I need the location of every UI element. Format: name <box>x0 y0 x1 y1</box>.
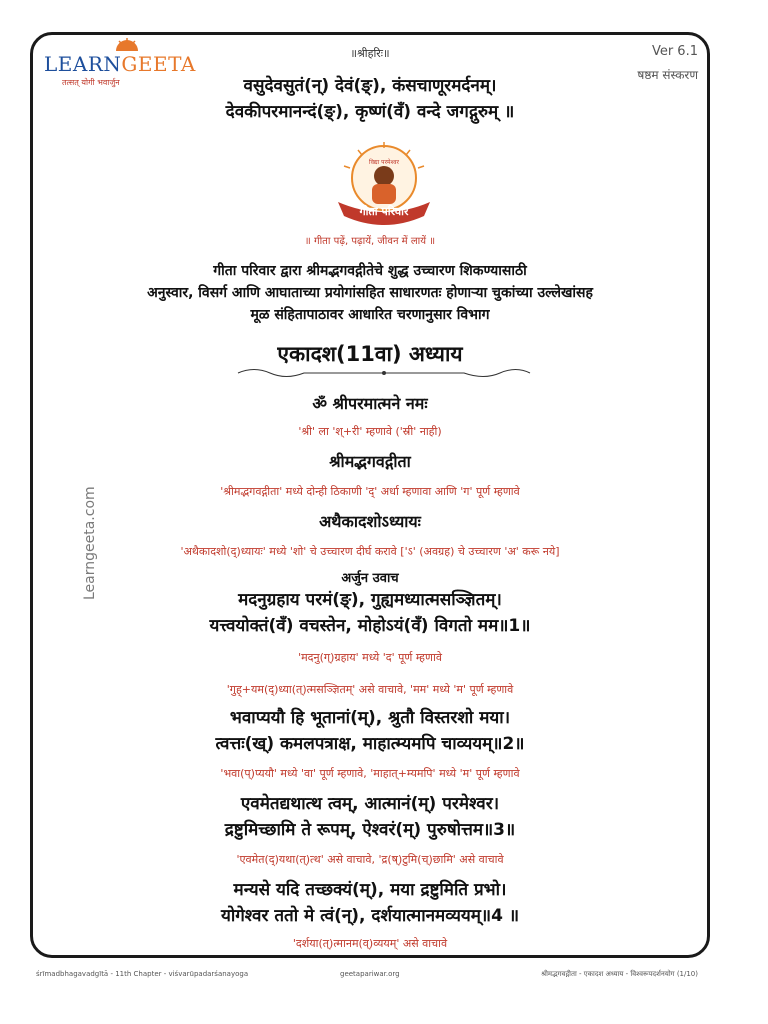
emblem-top-text: विद्या परमेश्वर <box>369 159 399 166</box>
note-gita: 'श्रीमद्भगवद्गीता' मध्ये दोन्ही ठिकाणी 'द्' अर्धा म्हणावा आणि 'ग' पूर्ण म्हणावे <box>220 485 520 498</box>
verse2-line2: त्वत्तः(ख्) कमलपत्राक्ष, माहात्म्यमपि चाव्ययम्॥2॥ <box>215 734 525 754</box>
learngeeta-watermark: Learngeeta.com <box>82 486 98 600</box>
verse4-line1: मन्यसे यदि तच्छक्यं(म्), मया द्रष्टुमिति प्रभो। <box>233 880 507 900</box>
emblem-arc-text: गीता परिवार <box>359 205 409 218</box>
verse1-line2: यत्त्वयोक्तं(वँ) वचस्तेन, मोहोऽयं(वँ) विगतो मम॥1॥ <box>209 616 531 636</box>
gita-title: श्रीमद्भगवद्गीता <box>329 452 411 471</box>
version-label: Ver 6.1 <box>651 44 698 59</box>
note-shri: 'श्री' ला 'श्+री' म्हणावे ('स्री' नाही) <box>298 425 442 438</box>
om-invocation: ॐ श्रीपरमात्मने नमः <box>312 394 428 413</box>
note-verse3: 'एवमेत(द्)यथा(त्)त्थ' असे वाचावे, 'द्र(ष्)टुमि(च्)छामि' असे वाचावे <box>236 853 504 866</box>
verse3-line2: द्रष्टुमिच्छामि ते रूपम्, ऐश्वरं(म्) पुरुषोत्तम॥3॥ <box>224 820 516 840</box>
top-invocation: ॥श्रीहरिः॥ <box>350 47 390 60</box>
note-verse4: 'दर्शया(त्)त्मानम(व्)व्ययम्' असे वाचावे <box>292 937 448 950</box>
verse2-line1: भवाप्ययौ हि भूतानां(म्), श्रुतौ विस्तरशो मया। <box>229 708 511 728</box>
verse4-line2: योगेश्वर ततो मे त्वं(न्), दर्शयात्मानमव्ययम्॥4 ॥ <box>220 906 520 926</box>
atha-heading: अथैकादशोऽध्यायः <box>319 512 421 531</box>
flourish-divider <box>234 364 534 382</box>
opening-verse-line2: देवकीपरमानन्दं(ङ्), कृष्णं(वँ) वन्दे जगद्गुरुम् ॥ <box>225 102 515 122</box>
note-verse2: 'भवा(प्)प्ययौ' मध्ये 'वा' पूर्ण म्हणावे, 'माहात्+म्यमपि' मध्ये 'म' पूर्ण म्हणावे <box>220 767 520 780</box>
logo-text-accent: GEETA <box>121 52 196 76</box>
note-verse1b: 'गुह्+यम(द्)ध्या(त्)त्मसञ्ज्ञितम्' असे वाचावे, 'मम' मध्ये 'म' पूर्ण म्हणावे <box>226 683 514 696</box>
verse1-line1: मदनुग्रहाय परमं(ङ्), गुह्यमध्यात्मसञ्ज्ञितम्। <box>238 590 502 610</box>
opening-verse-line1: वसुदेवसुतं(न्) देवं(ङ्), कंसचाणूरमर्दनम्। <box>243 76 497 96</box>
emblem-motto: ॥ गीता पढ़ें, पढ़ायें, जीवन में लायें ॥ <box>304 236 436 247</box>
logo-tagline: तत्सत् योगी भवार्जुन <box>62 78 120 87</box>
edition-label: षष्ठम संस्करण <box>637 68 698 82</box>
logo-text-left: LEARN <box>44 52 122 76</box>
speaker-arjuna: अर्जुन उवाच <box>341 571 399 586</box>
footer-right: श्रीमद्भगवद्गीता - एकादश अध्याय - विश्वरूपदर्शनयोग (1/10) <box>541 970 698 978</box>
note-atha: 'अथैकादशो(द्)ध्यायः' मध्ये 'शो' चे उच्चारण दीर्घ करावे ['ऽ' (अवग्रह) चे उच्चारण 'अ' करू नये] <box>180 545 560 558</box>
intro-line1: गीता परिवार द्वारा श्रीमद्भगवद्गीतेचे शुद्ध उच्चारण शिकण्यासाठी <box>213 263 527 279</box>
note-verse1a: 'मदनु(ग्)ग्रहाय' मध्ये 'द' पूर्ण म्हणावे <box>298 651 442 664</box>
intro-line3: मूळ संहितापाठावर आधारित चरणानुसार विभाग <box>250 307 490 323</box>
verse3-line1: एवमेतद्यथात्थ त्वम्, आत्मानं(म्) परमेश्वर। <box>240 794 500 814</box>
footer-center[interactable]: geetapariwar.org <box>340 970 400 978</box>
gita-parivar-emblem <box>324 140 444 232</box>
footer-left: śrīmadbhagavadgītā - 11th Chapter - viśvarūpadarśanayoga <box>36 970 249 978</box>
chapter-title: एकादश(11वा) अध्याय <box>277 342 463 366</box>
intro-line2: अनुस्वार, विसर्ग आणि आघाताच्या प्रयोगांसहित साधारणतः होणाऱ्या चुकांच्या उल्लेखांसह <box>147 285 593 301</box>
